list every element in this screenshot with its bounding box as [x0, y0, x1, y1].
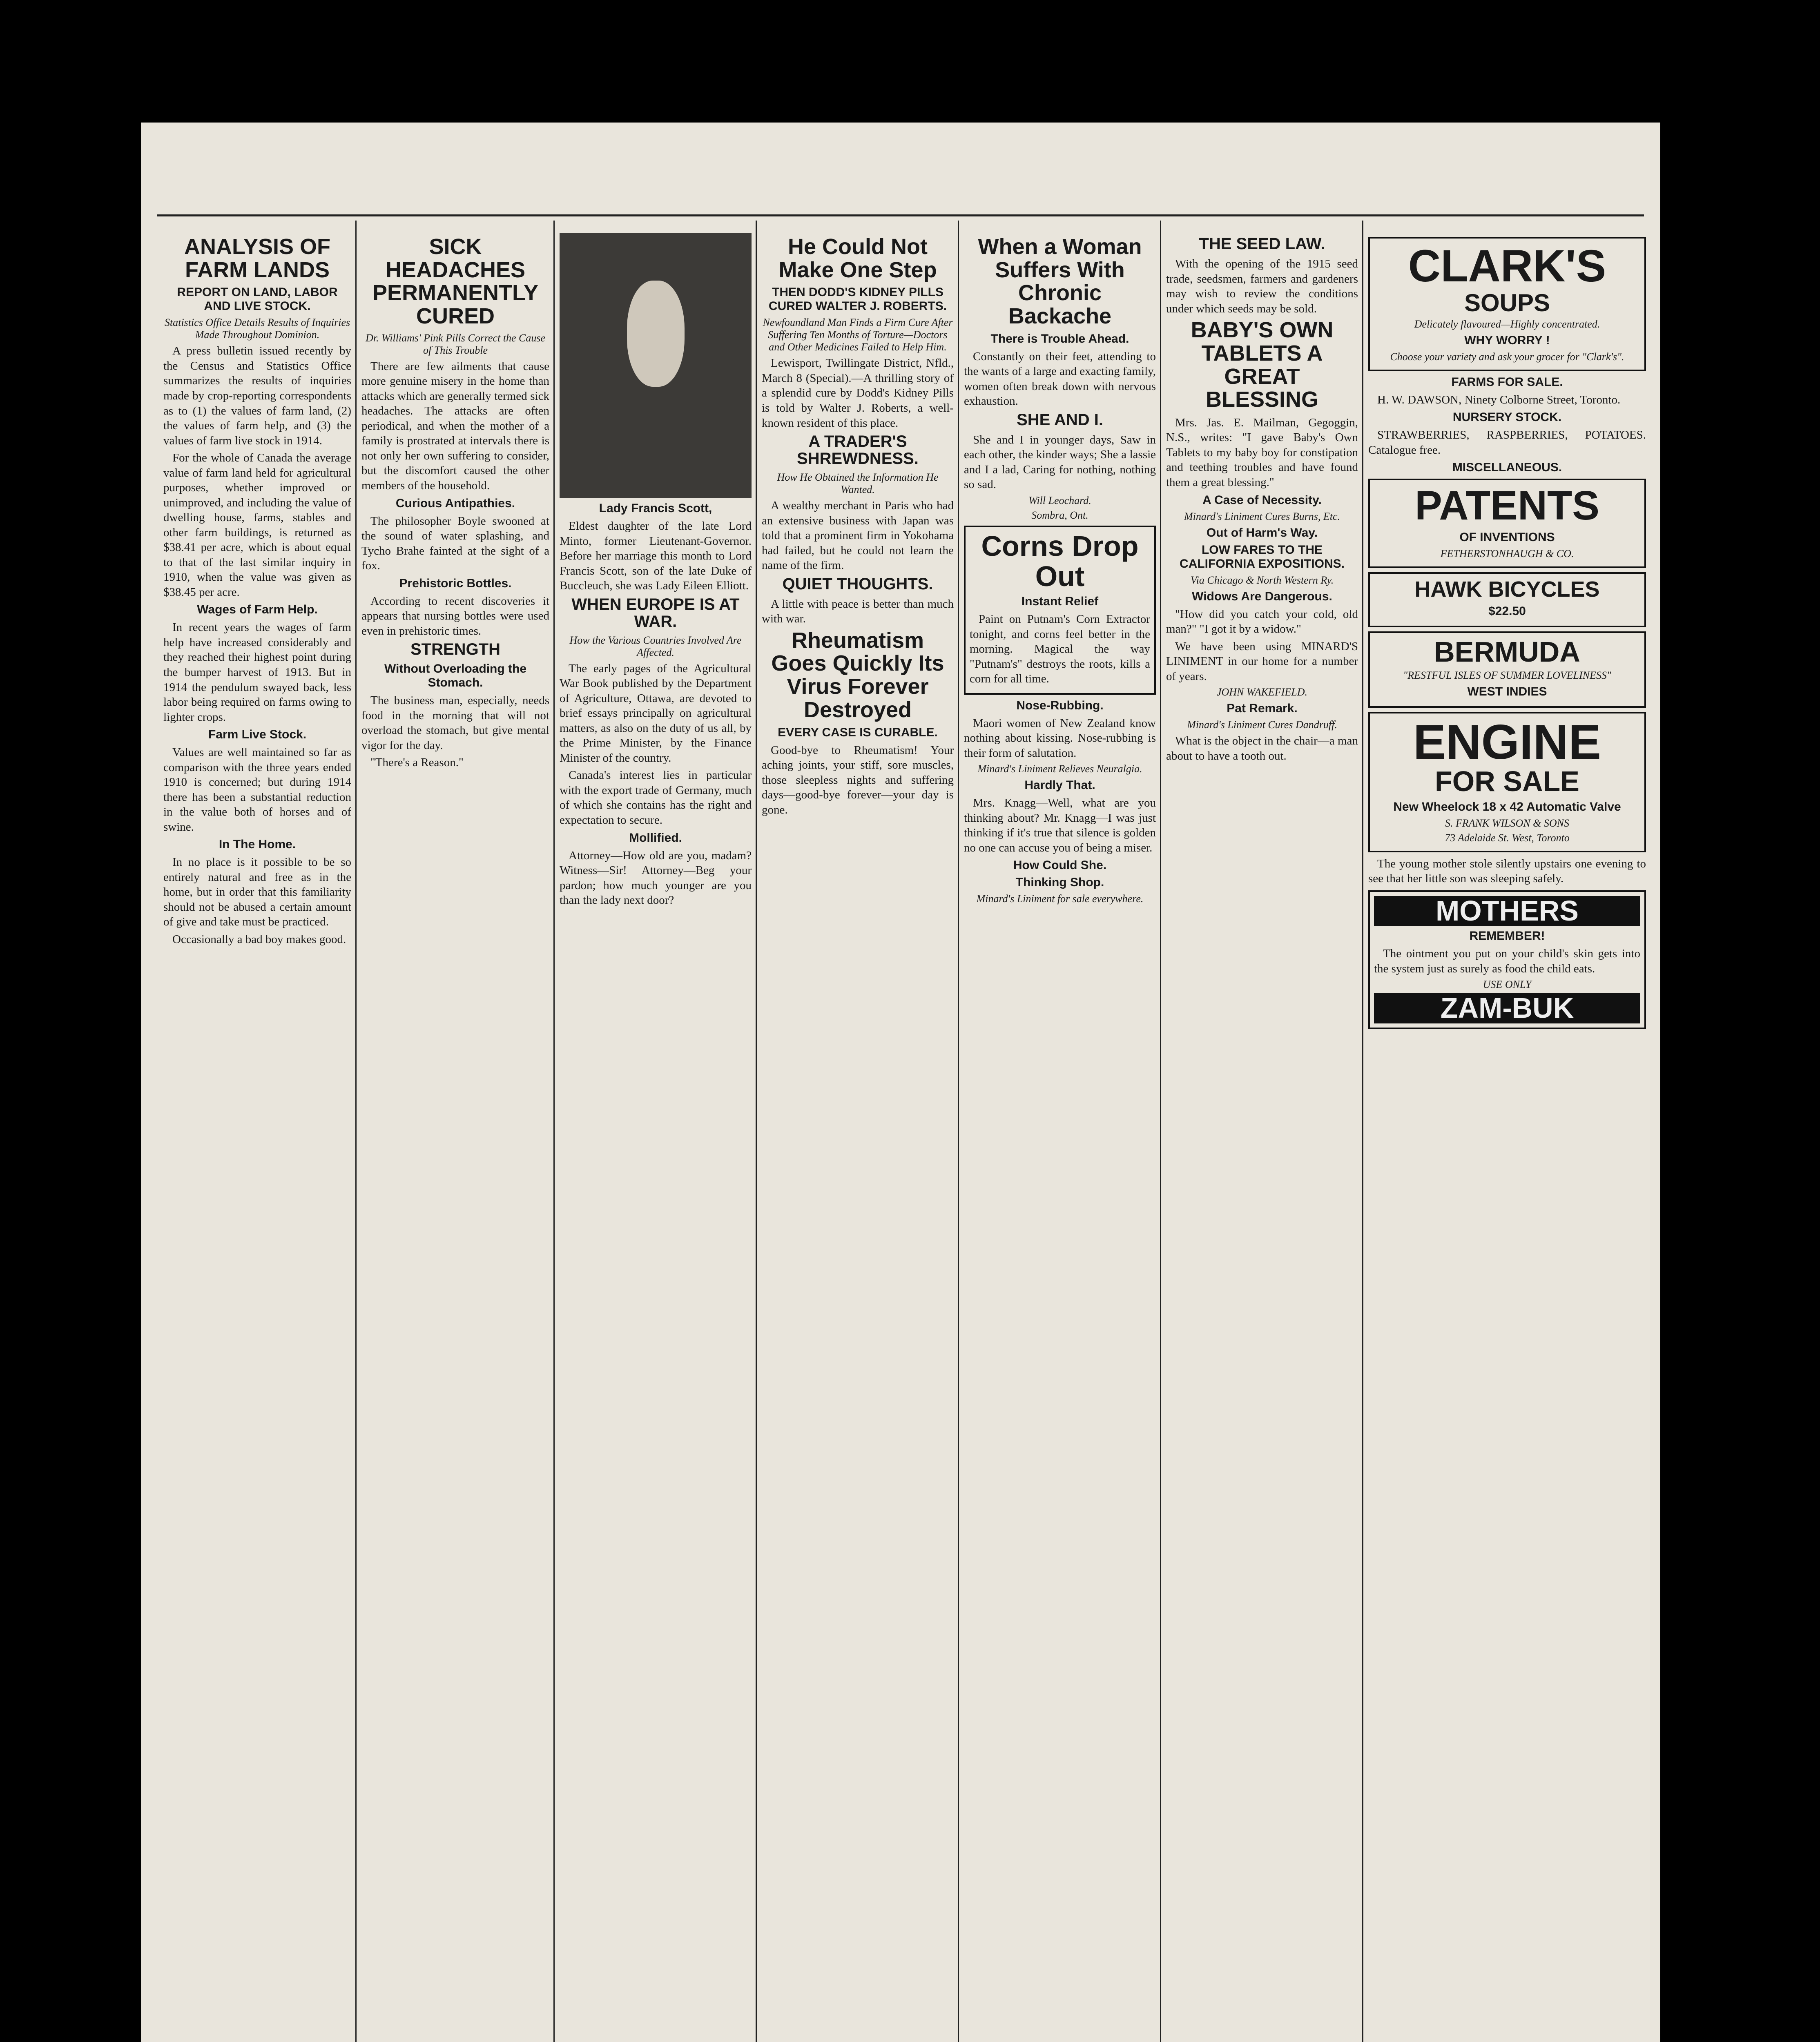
ad-corns-title: Corns Drop Out [981, 530, 1139, 592]
subhead-harm: Out of Harm's Way. [1206, 526, 1318, 539]
fares-sub: Via Chicago & North Western Ry. [1190, 574, 1334, 586]
ad-mothers-sub: REMEMBER! [1469, 929, 1545, 943]
paragraph: "How did you catch your cold, old man?" "I got it by a widow." [1166, 607, 1358, 636]
paragraph: A wealthy merchant in Paris who had an extensive business with Japan was told that a prominent firm in Yokohama had failed, but he could not learn the name of the firm. [762, 499, 954, 572]
ad-engine-sale: FOR SALE [1435, 765, 1579, 798]
ad-mothers [1368, 890, 1646, 1029]
paragraph: Good-bye to Rheumatism! Your aching joints, your stiff, sore muscles, those sleepless nights and suffering days—good-bye forever—your day is gone. [762, 743, 954, 816]
newspaper-page [141, 123, 1660, 2042]
paragraph: A press bulletin issued recently by the Census and Statistics Office summarizes the results of inquiries made by crop-reporting correspondents as to (1) the values of farm land, (2) the values of farm help, and (3) the values of farm live stock in 1914. [163, 344, 351, 447]
subhead-how-could: How Could She. [1013, 858, 1107, 872]
subhead-remark: Pat Remark. [1227, 702, 1298, 716]
ad-bermuda-sub: "RESTFUL ISLES OF SUMMER LOVELINESS" [1403, 669, 1611, 682]
subhead-mollified: Mollified. [629, 831, 682, 845]
paragraph: Canada's interest lies in particular with the export trade of Germany, much of which she contains has the right and expectation to secure. [560, 769, 752, 827]
headline-sick-headaches: SICK HEADACHES PERMANENTLY CURED [372, 234, 539, 329]
minard-footer: Minard's Liniment for sale everywhere. [976, 893, 1144, 905]
paragraph: A little with peace is better than much with war. [762, 597, 954, 626]
ad-hawk-price: $22.50 [1488, 604, 1526, 618]
paragraph: Maori women of New Zealand know nothing about kissing. Nose-rubbing is their form of salutation. [964, 716, 1156, 760]
ad-engine-firm: S. FRANK WILSON & SONS [1445, 817, 1570, 829]
subhead-home: In The Home. [219, 838, 296, 852]
paragraph: Attorney—How old are you, madam? Witness—Sir! Attorney—Beg your pardon; how much younger are you than the lady next door? [560, 849, 752, 907]
classified-nursery-head: NURSERY STOCK. [1452, 410, 1562, 424]
subhead-without: Without Overloading the Stomach. [384, 662, 527, 690]
ad-engine [1368, 712, 1646, 852]
subhead-report: REPORT ON LAND, LABOR AND LIVE STOCK. [177, 285, 338, 313]
deck-newfoundland: Newfoundland Man Finds a Firm Cure After Suffering Ten Months of Torture—Doctors and Other Medicines Failed to Help Him. [763, 317, 953, 353]
caption-text: Eldest daughter of the late Lord Minto, former Lieutenant-Governor. Before her marriage this month to Lord Francis Scott, son of the late Duke of Buccleuch, she was Lady Eileen Elliott. [560, 519, 752, 593]
column-farm-lands [163, 233, 351, 2042]
subhead-hardly: Hardly That. [1024, 778, 1095, 792]
portrait-photo [560, 233, 752, 498]
paragraph: Occasionally a bad boy makes good. [172, 932, 346, 946]
paragraph: In no place is it possible to be so entirely natural and free as in the home, but in order that this familiarity should not be abused a certain amount of give and take must be practiced. [163, 856, 351, 929]
ad-bermuda-title: BERMUDA [1434, 635, 1580, 668]
ad-bermuda [1368, 631, 1646, 708]
headline-farm-lands: ANALYSIS OF FARM LANDS [184, 234, 331, 282]
subhead-nose: Nose-Rubbing. [1016, 698, 1104, 712]
paragraph: The early pages of the Agricultural War Book published by the Department of Agriculture, Ottawa, are devoted to brief essays principally on agricultural matters, as also on the duty of us all, by the Prime Minister, by the Finance Minister of the country. [560, 662, 752, 765]
paragraph: "There's a Reason." [370, 756, 464, 769]
headline-could-not-step: He Could Not Make One Step [778, 234, 937, 282]
deck-statistics: Statistics Office Details Results of Inquiries Made Throughout Dominion. [164, 317, 350, 341]
column-rule [355, 221, 357, 2042]
classified-farms: H. W. DAWSON, Ninety Colborne Street, Toronto. [1377, 393, 1621, 406]
poem-place: Sombra, Ont. [1031, 509, 1088, 521]
ad-babys-own-title: BABY'S OWN TABLETS A GREAT BLESSING [1191, 318, 1334, 412]
paragraph: In recent years the wages of farm help have increased considerably and they reached their highest point during the bumper harvest of 1913. But in 1914 the pendulum swayed back, less labor being required on farms owing to lighter crops. [163, 621, 351, 724]
deck-pink-pills: Dr. Williams' Pink Pills Correct the Cause of This Trouble [365, 332, 546, 356]
subhead-live-stock: Farm Live Stock. [208, 728, 307, 742]
paragraph: Values are well maintained so far as comparison with the three years ended 1910 is concerned; but during 1914 there has been a substantial reduction in the value both of horses and of swine. [163, 746, 351, 834]
testimonial: We have been using MINARD'S LINIMENT in our home for a number of years. [1166, 640, 1358, 683]
subhead-widows: Widows Are Dangerous. [1192, 589, 1332, 603]
paragraph: The business man, especially, needs food in the morning that will not overload the stomach, but give mental vigor for the day. [361, 694, 549, 752]
column-ads [1368, 233, 1646, 2042]
ad-mothers-text: The ointment you put on your child's skin gets into the system just as surely as food the child eats. [1374, 947, 1640, 975]
subhead-case: A Case of Necessity. [1202, 493, 1322, 507]
portrait-face [627, 281, 685, 387]
paragraph: With the opening of the 1915 seed trade, seedsmen, farmers and gardeners may wish to review the conditions under which seeds may be sold. [1166, 257, 1358, 315]
deck-trader: How He Obtained the Information He Wanted. [777, 471, 939, 496]
ad-patents-firm: FETHERSTONHAUGH & CO. [1440, 548, 1574, 560]
ad-clarks-tag: Delicately flavoured—Highly concentrated. [1414, 318, 1600, 330]
masthead-rule [157, 214, 1644, 216]
paragraph: Constantly on their feet, attending to the wants of a large and exacting family, women often break down with nervous exhaustion. [964, 350, 1156, 408]
column-rule [958, 221, 959, 2042]
minard-notice: Minard's Liniment Cures Dandruff. [1187, 719, 1337, 731]
subhead-thinking: Thinking Shop. [1015, 876, 1104, 889]
headline-woman-suffers: When a Woman Suffers With Chronic Backache [978, 234, 1142, 329]
ad-engine-detail: New Wheelock 18 x 42 Automatic Valve [1393, 800, 1621, 814]
ad-zambuk: ZAM-BUK [1374, 993, 1640, 1023]
column-woman-backache [964, 233, 1156, 2042]
headline-strength: STRENGTH [410, 640, 500, 659]
ad-mothers-title: MOTHERS [1374, 896, 1640, 926]
column-dodds [762, 233, 954, 2042]
column-sick-headaches [361, 233, 549, 2042]
ad-clarks-soups: SOUPS [1464, 289, 1550, 317]
classified-misc-head: MISCELLANEOUS. [1452, 461, 1562, 475]
classified-farms-head: FARMS FOR SALE. [1451, 375, 1563, 389]
ad-corns-text: Paint on Putnam's Corn Extractor tonight, and corns feel better in the morning. Magical the way "Putnam's" destroys the roots, kills a corn for all time. [970, 613, 1150, 686]
column-seed-law [1166, 233, 1358, 2042]
subhead-prehistoric: Prehistoric Bottles. [399, 576, 512, 590]
headline-quiet: QUIET THOUGHTS. [782, 575, 933, 593]
classified-nursery: STRAWBERRIES, RASPBERRIES, POTATOES. Catalogue free. [1368, 428, 1646, 457]
paragraph: For the whole of Canada the average value of farm land held for agricultural purposes, whether improved or unimproved, and including the value of dwelling house, farms, stables and other farm buildings, is returned as $38.41 per acre, which is about equal to that of the last similar inquiry in 1910, when the value was given as $38.45 per acre. [163, 451, 351, 599]
paragraph: The philosopher Boyle swooned at the sound of water splashing, and Tycho Brahe fainted at the sight of a fox. [361, 514, 549, 573]
subhead-wages: Wages of Farm Help. [197, 603, 318, 617]
ad-zambuk-use: USE ONLY [1483, 979, 1532, 991]
ad-clarks-title: CLARK'S [1408, 241, 1606, 291]
poem: She and I in younger days, Saw in each other, the kinder ways; She a lassie and I a lad, Caring for nothing, nothing so sad. [964, 433, 1156, 491]
headline-europe-war: WHEN EUROPE IS AT WAR. [571, 595, 740, 631]
column-rule [553, 221, 555, 2042]
paragraph: The young mother stole silently upstairs one evening to see that her little son was sleeping safely. [1368, 857, 1646, 885]
column-europe [560, 233, 752, 2042]
column-rule [756, 221, 757, 2042]
subhead-curious: Curious Antipathies. [395, 496, 515, 510]
testimonial-sign: JOHN WAKEFIELD. [1216, 686, 1308, 698]
ad-rheumatism-title: Rheumatism Goes Quickly Its Virus Forever Destroyed [771, 628, 944, 722]
ad-hawk-title: HAWK BICYCLES [1414, 577, 1600, 602]
paragraph: Mrs. Jas. E. Mailman, Gegoggin, N.S., writes: "I gave Baby's Own Tablets to my baby boy for constipation and teething troubles and have found them a great blessing." [1166, 416, 1358, 489]
headline-trader: A TRADER'S SHREWDNESS. [797, 432, 919, 468]
subhead-fares: LOW FARES TO THE CALIFORNIA EXPOSITIONS. [1180, 543, 1345, 571]
ad-engine-addr: 73 Adelaide St. West, Toronto [1445, 832, 1570, 844]
minard-notice: Minard's Liniment Relieves Neuralgia. [977, 763, 1142, 775]
paragraph: What is the object in the chair—a man about to have a tooth out. [1166, 734, 1358, 762]
deck-dodds: THEN DODD'S KIDNEY PILLS CURED WALTER J. ROBERTS. [768, 285, 947, 313]
minard-notice: Minard's Liniment Cures Burns, Etc. [1184, 510, 1340, 522]
ad-corns-relief: Instant Relief [1021, 595, 1099, 608]
ad-clarks-worry: WHY WORRY ! [1464, 333, 1550, 347]
paragraph: According to recent discoveries it appears that nursing bottles were used even in prehistoric times. [361, 594, 549, 638]
ad-patents-sub: OF INVENTIONS [1459, 531, 1555, 544]
ad-engine-title: ENGINE [1413, 715, 1601, 770]
headline-she-and-i: SHE AND I. [1017, 410, 1103, 429]
caption-name: Lady Francis Scott, [599, 502, 712, 515]
ad-hawk [1368, 572, 1646, 627]
poem-signature: Will Leochard. [1028, 495, 1091, 506]
headline-seed-law: THE SEED LAW. [1199, 235, 1325, 253]
ad-clarks-choose: Choose your variety and ask your grocer for "Clark's". [1390, 350, 1624, 363]
ad-patents [1368, 479, 1646, 568]
ad-rheumatism-sub: EVERY CASE IS CURABLE. [778, 725, 938, 739]
ad-clarks [1368, 237, 1646, 371]
subhead-trouble: There is Trouble Ahead. [990, 332, 1129, 346]
ad-west-indies: WEST INDIES [1467, 685, 1547, 699]
deck-countries: How the Various Countries Involved Are Affected. [569, 634, 742, 658]
ad-patents-title: PATENTS [1415, 483, 1599, 529]
paragraph: Mrs. Knagg—Well, what are you thinking about? Mr. Knagg—I was just thinking if it's true that silence is golden no one can accuse you of being a miser. [964, 796, 1156, 854]
paragraph: There are few ailments that cause more genuine misery in the home than attacks which are generally termed sick headaches. The attacks are often periodical, and when the mother of a family is prostrated at intervals there is not only her own suffering to consider, but the discomfort caused the other members of the household. [361, 359, 549, 492]
column-rule [1160, 221, 1161, 2042]
ad-corns [964, 526, 1156, 695]
paragraph: Lewisport, Twillingate District, Nfld., March 8 (Special).—A thrilling story of a splendid cure by Dodd's Kidney Pills is told by Walter J. Roberts, a well-known resident of this place. [762, 357, 954, 430]
column-rule [1362, 221, 1363, 2042]
